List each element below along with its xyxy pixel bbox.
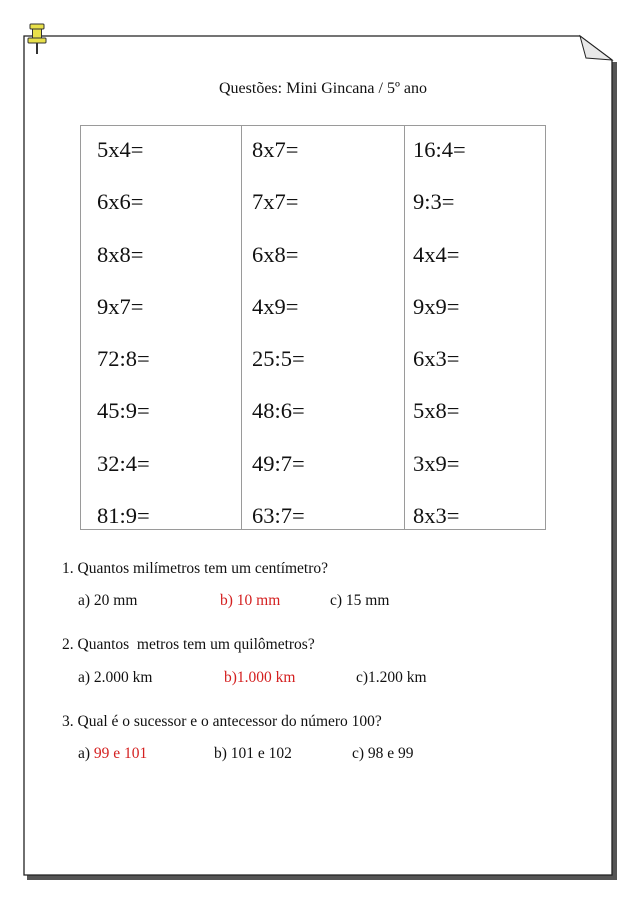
option-b-correct	[224, 669, 295, 687]
option-text: 98 e 99	[367, 745, 414, 762]
option-text: 2.000 km	[93, 669, 153, 686]
option-c	[356, 669, 427, 687]
table-column	[241, 126, 404, 529]
option-text: 99 e 101	[93, 745, 148, 762]
math-table	[80, 125, 546, 530]
option-label: a)	[78, 669, 91, 686]
option-text: 15 mm	[345, 592, 390, 609]
table-cell: 16:4=	[413, 137, 466, 162]
table-cell: 6x6=	[97, 189, 144, 215]
table-cell: 4x9=	[252, 293, 299, 319]
question-3	[62, 713, 382, 731]
table-cell: 4x4=	[413, 241, 460, 267]
question-text: Qual é o sucessor e o antecessor do número 100?	[77, 713, 382, 730]
option-text: 1.000 km	[236, 669, 296, 686]
option-label: b)	[224, 669, 237, 686]
question-number: 1.	[62, 560, 74, 577]
table-cell: 8x7=	[252, 137, 299, 162]
option-a-correct	[78, 745, 147, 763]
option-label: a)	[78, 745, 91, 762]
table-cell: 9x7=	[97, 293, 144, 319]
option-label: a)	[78, 592, 91, 609]
table-cell: 8x3=	[413, 503, 460, 529]
table-cell: 3x9=	[413, 450, 460, 476]
table-cell: 72:8=	[97, 346, 150, 372]
table-cell: 6x3=	[413, 346, 460, 372]
option-text: 20 mm	[93, 592, 138, 609]
question-text: Quantos milímetros tem um centímetro?	[77, 560, 329, 577]
option-a	[78, 669, 152, 687]
option-label: b)	[220, 592, 233, 609]
option-text: 10 mm	[236, 592, 281, 609]
option-label: b)	[214, 745, 227, 762]
option-label: c)	[330, 592, 343, 609]
option-text: 101 e 102	[230, 745, 292, 762]
table-cell: 32:4=	[97, 450, 150, 476]
table-cell: 81:9=	[97, 503, 150, 529]
page-title: Questões: Mini Gincana / 5º ano	[218, 80, 428, 97]
table-cell: 7x7=	[252, 189, 299, 215]
option-text: 1.200 km	[368, 669, 427, 686]
table-cell: 6x8=	[252, 241, 299, 267]
question-number: 2.	[62, 636, 74, 653]
option-label: c)	[356, 669, 369, 686]
table-cell: 9x9=	[413, 293, 460, 319]
table-cell: 8x8=	[97, 241, 144, 267]
table-cell: 9:3=	[413, 189, 455, 215]
question-2	[62, 636, 315, 654]
option-c	[352, 745, 414, 763]
question-1	[62, 560, 328, 578]
option-b-correct	[220, 592, 280, 610]
option-label: c)	[352, 745, 365, 762]
option-c	[330, 592, 389, 610]
table-cell: 45:9=	[97, 398, 150, 424]
table-cell: 5x4=	[97, 137, 144, 162]
table-cell: 48:6=	[252, 398, 305, 424]
question-text: Quantos metros tem um quilômetros?	[77, 636, 315, 653]
option-b	[214, 745, 292, 763]
table-cell: 5x8=	[413, 398, 460, 424]
table-cell: 49:7=	[252, 450, 305, 476]
question-number: 3.	[62, 713, 74, 730]
option-a	[78, 592, 137, 610]
table-cell: 63:7=	[252, 503, 305, 529]
pushpin-icon	[25, 22, 49, 56]
table-column	[81, 126, 241, 529]
table-cell: 25:5=	[252, 346, 305, 372]
table-column	[404, 126, 545, 529]
